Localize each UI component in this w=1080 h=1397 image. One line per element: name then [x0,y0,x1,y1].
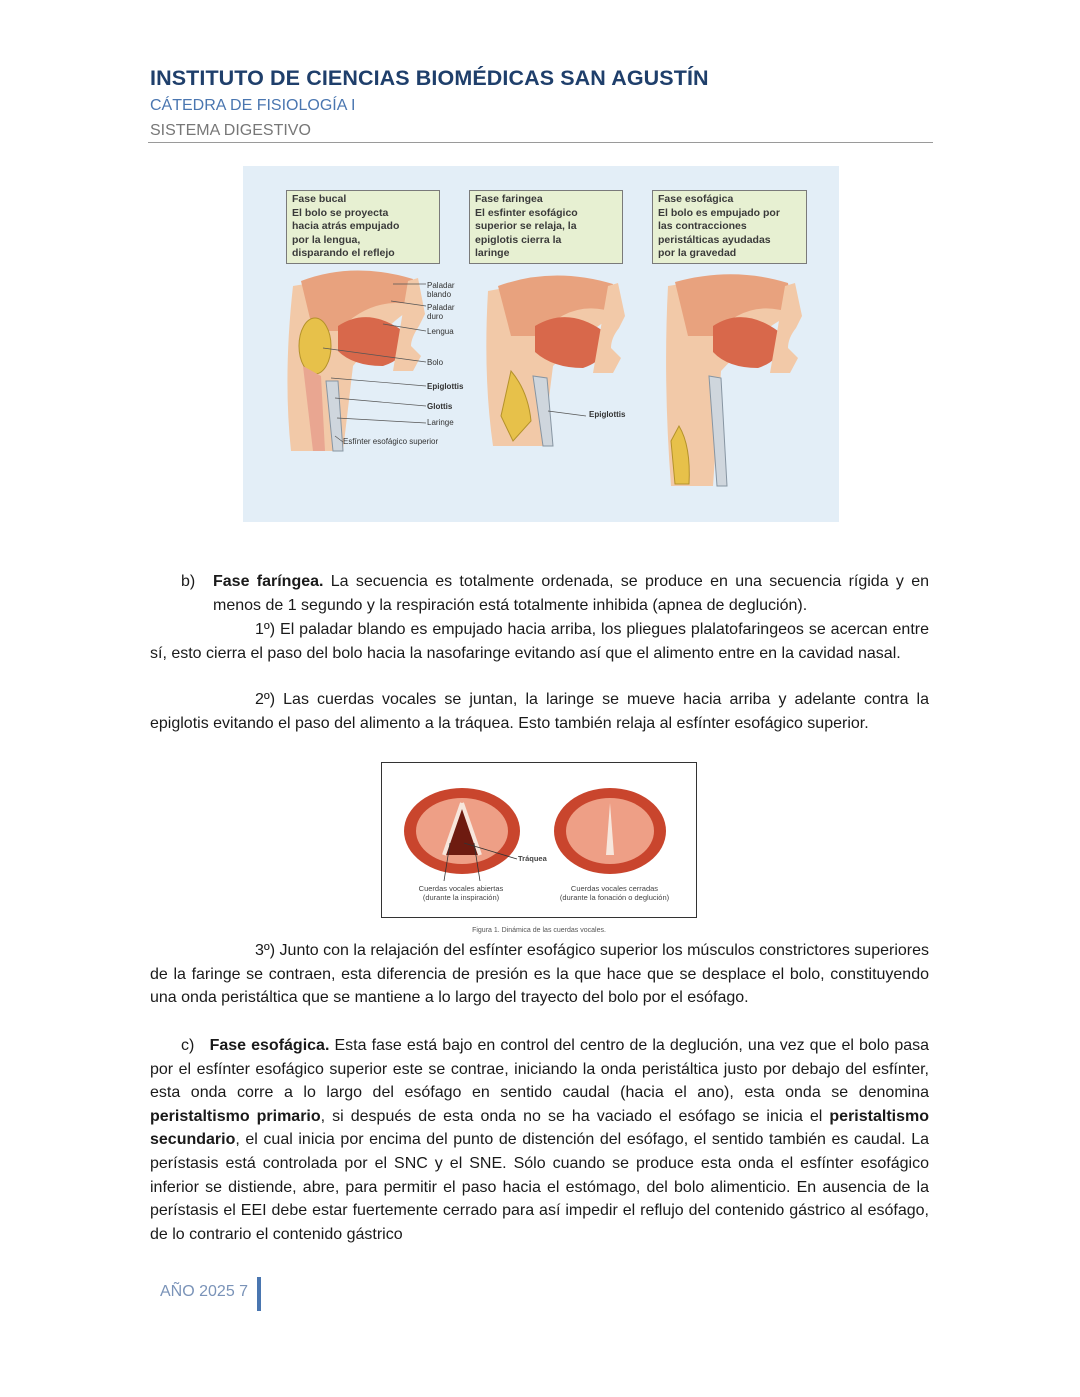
section-c-text-1: Esta fase está bajo en control del centro de la deglución, una vez que el bolo pasa por el esfínter esofágico superior este se contrae, iniciando la onda peristáltica justo por debajo del esfínter, esta onda corre a lo largo del esófago en sentido caudal (hacia el ano), esta onda se denomina [150,1037,930,1102]
footer-accent-bar [257,1277,261,1311]
label-open-cords [396,885,526,902]
phase-line: hacia atrás empujado [292,220,400,232]
phase-line: El esfinter esofágico [475,206,578,219]
paragraph-2-number: 2º) [255,691,284,708]
phase-line: disparando el reflejo [292,247,395,259]
anatomy-illustration [243,166,839,522]
vocal-cords-open [404,788,520,874]
label-traquea: Tráquea [518,854,547,863]
phase-line: laringe [475,247,510,259]
section-b-text [213,570,929,617]
phase-line: por la lengua, [292,233,361,246]
term-peristaltismo-secundario: peristaltismo secundario [150,1107,929,1149]
list-marker: b) [181,573,196,590]
page-header [150,64,933,142]
section-b-title: Fase faríngea. [213,573,324,590]
institution-title: INSTITUTO DE CIENCIAS BIOMÉDICAS SAN AGUSTÍN [150,66,709,90]
section-c-title: Fase esofágica. [209,1037,330,1054]
figure-caption: Figura 1. Dinámica de las cuerdas vocales. [472,927,606,934]
phase-line: las contracciones [658,220,747,232]
panel-esofagica-illustration [666,274,802,486]
label-bolo: Bolo [427,358,444,367]
phase-line: epiglotis cierra la [475,233,562,246]
phase-line: El bolo es empujado por [658,206,780,219]
paragraph-1-text: El paladar blando es empujado hacia arriba, los pliegues plalatofaringeos se acercan entre sí, esto cierra el paso del bolo hacia la nasofaringe evitando así que el alimento entre en la cavidad nasal. [150,621,930,662]
swallowing-phases-figure [243,166,839,522]
label-epiglotis-panel2: Epiglottis [589,410,626,419]
label-glotis: Glottis [427,402,453,411]
paragraph-1-number: 1º) [255,621,281,638]
subject-subtitle: SISTEMA DIGESTIVO [150,122,311,139]
label-paladar-blando-2: blando [427,290,452,299]
page-footer: AÑO 2025 7 [160,1283,249,1300]
vocal-cords-figure [381,762,697,918]
panel-faringea-illustration [486,275,625,446]
open-cords-line-1: Cuerdas vocales abiertas [418,884,504,893]
closed-cords-line-2: (durante la fonación o deglución) [559,892,670,902]
section-c-text-3: , el cual inicia por encima del punto de distención del esófago, el sentido también es caudal. La perístasis está controlada por el SNC y el SNE. Sólo cuando se produce esta onda el esfínter esofágico inferior se distiende, abre, para permitir el paso hacia el estómago, del bolo alimenticio. En ausencia de la perístasis el EEI debe estar fuertemente cerrado para así impedir el reflujo del contenido gástrico al esófago, de lo contrario el contenido gástrico [150,1131,929,1243]
label-laringe: Laringe [427,418,454,427]
list-marker: c) [181,1037,195,1054]
label-closed-cords [542,885,687,902]
panel-bucal-illustration [287,270,426,451]
phase-line: superior se relaja, la [475,220,577,232]
label-epiglotis: Epiglottis [427,382,464,391]
vocal-cords-closed [554,788,666,874]
section-c-esofagica [150,1034,929,1246]
chair-subtitle: CÁTEDRA DE FISIOLOGÍA I [150,97,356,114]
paragraph-3-number: 3º) [255,942,280,959]
section-c-text-2: , si después de esta onda no se ha vaciado el esófago se inicia el [320,1107,830,1125]
phase-line: por la gravedad [658,247,737,259]
closed-cords-line-1: Cuerdas vocales cerradas [570,884,659,893]
phase-line: El bolo se proyecta [292,206,389,219]
phase-title: Fase bucal [292,193,347,205]
label-esfinter-superior: Esfínter esofágico superior [343,437,439,446]
phase-title: Fase faringea [475,193,543,205]
section-b-faringea [181,570,929,617]
label-lengua: Lengua [427,327,454,336]
phase-title: Fase esofágica [658,193,734,205]
paragraph-3 [150,939,929,1010]
paragraph-1 [150,618,929,665]
open-cords-line-2: (durante la inspiración) [422,892,500,902]
paragraph-2-text: Las cuerdas vocales se juntan, la laringe se mueve hacia arriba y adelante contra la epiglotis evitando el paso del alimento a la tráquea. Esto también relaja al esfínter esofágico superior. [150,691,930,732]
paragraph-3-text: Junto con la relajación del esfínter esofágico superior los músculos constrictores superiores de la faringe se contraen, esta diferencia de presión es la que hace que se desplace el bolo, constituyendo una onda peristáltica que se mantiene a lo largo del trayecto del bolo por el esófago. [150,942,930,1007]
label-paladar-duro: Paladar [427,303,455,312]
phase-line: peristálticas ayudadas [658,233,771,246]
term-peristaltismo-primario: peristaltismo primario [150,1107,321,1125]
paragraph-2 [150,688,929,735]
label-paladar-blando: Paladar [427,281,455,290]
label-paladar-duro-2: duro [427,312,444,321]
header-divider [148,142,933,143]
section-b-body: La secuencia es totalmente ordenada, se produce en una secuencia rígida y en menos de 1 segundo y la respiración está totalmente inhibida (apnea de deglución). [213,573,929,614]
